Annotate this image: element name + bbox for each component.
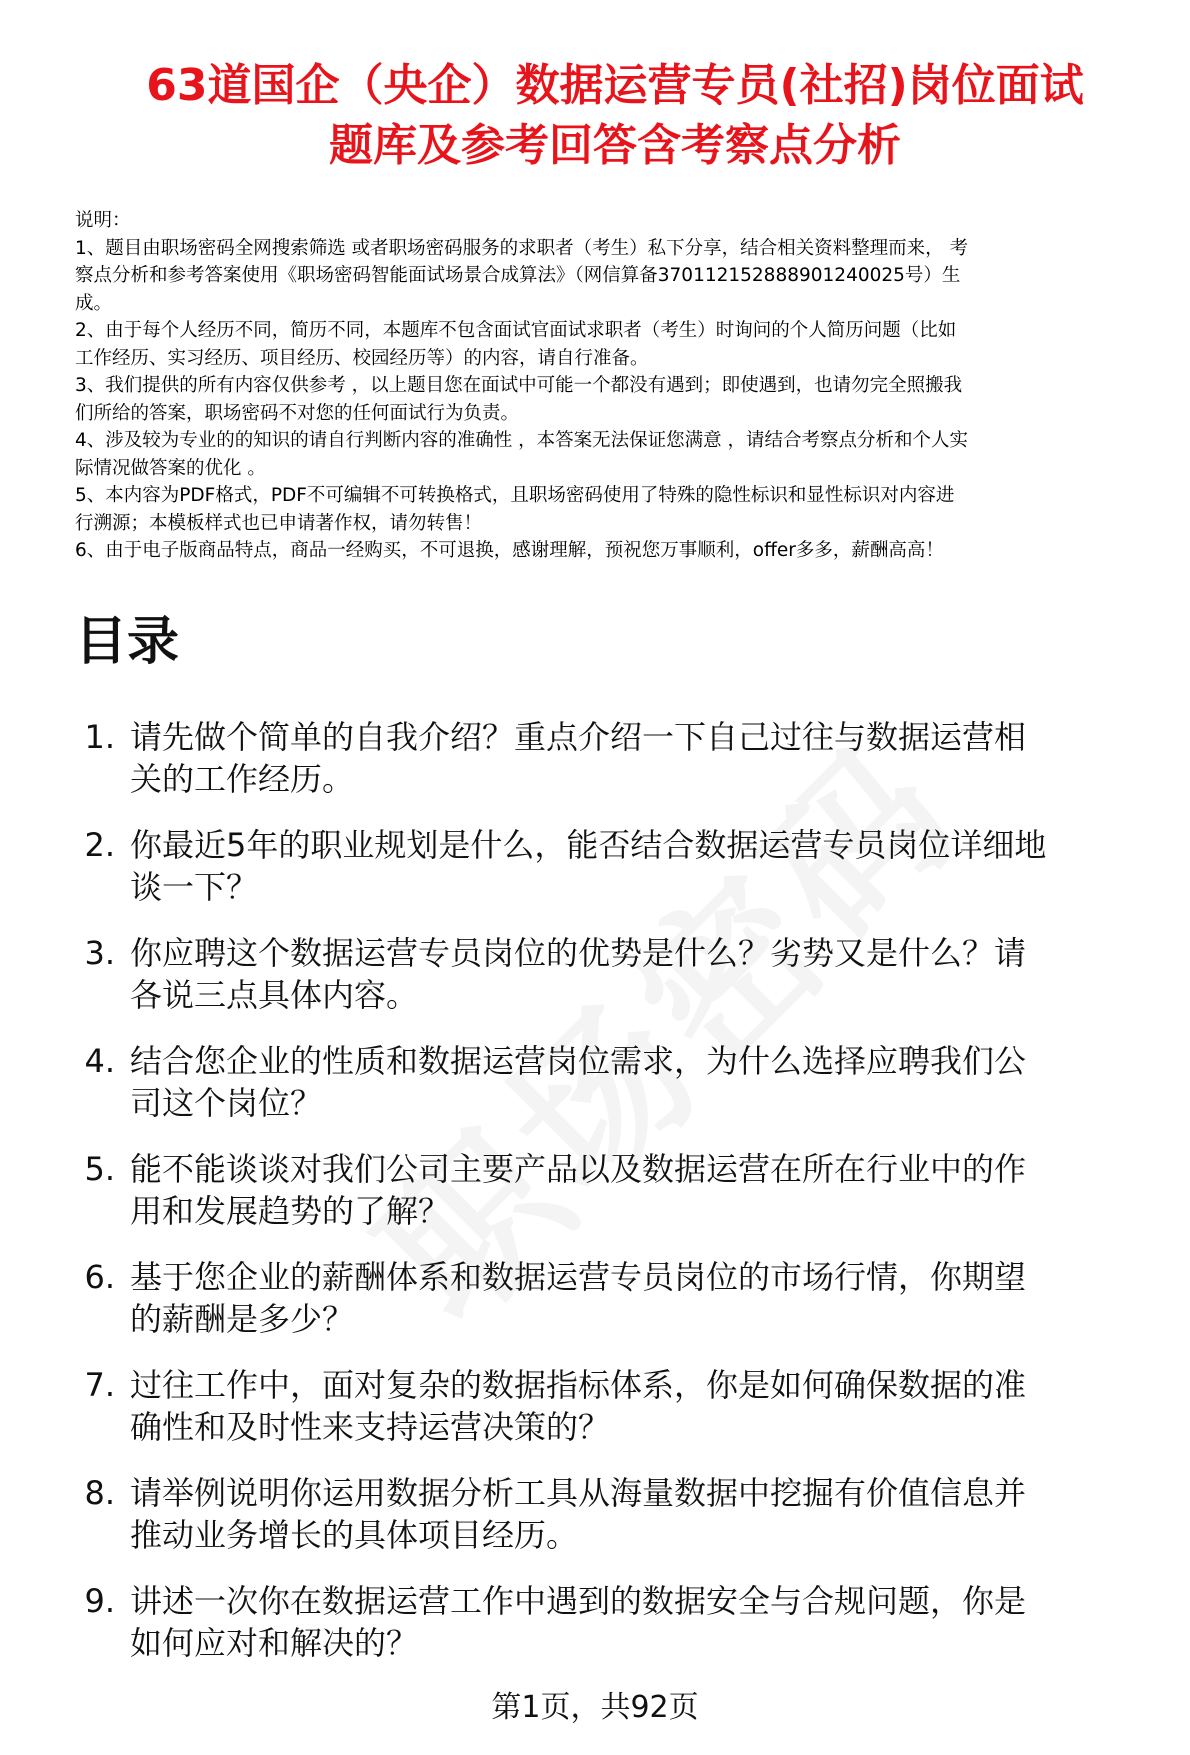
toc-item-line: 各说三点具体内容。 [130, 976, 419, 1014]
note-line: 成。 [75, 292, 113, 314]
toc-item[interactable] [75, 1472, 1170, 1556]
toc-item-number: 5. [84, 1150, 115, 1188]
note-line: 们所给的答案，职场密码不对您的任何面试行为负责。 [75, 402, 520, 424]
toc-item-line: 司这个岗位？ [130, 1084, 323, 1122]
toc-item-line: 请举例说明你运用数据分析工具从海量数据中挖掘有价值信息并 [130, 1474, 1027, 1512]
toc-item[interactable] [75, 1580, 1170, 1664]
note-line: 4、涉及较为专业的的知识的请自行判断内容的准确性 ，本答案无法保证您满意 ，请结合考察点分析和个人实 [75, 430, 969, 451]
title-line-2: 题库及参考回答含考察点分析 [329, 120, 901, 171]
toc-item-number: 9. [84, 1582, 115, 1620]
page-footer: 第1页，共92页 [491, 1690, 699, 1725]
toc-item-line: 能不能谈谈对我们公司主要产品以及数据运营在所在行业中的作 [130, 1150, 1027, 1188]
title-line-1: 63道国企（央企）数据运营专员(社招)岗位面试 [146, 60, 1084, 111]
toc-item-number: 8. [84, 1474, 115, 1512]
toc-item-number: 7. [84, 1366, 115, 1404]
toc-item-line: 的薪酬是多少？ [130, 1300, 355, 1338]
note-line: 察点分析和参考答案使用《职场密码智能面试场景合成算法》（网信算备370112152888901240025号）生 [75, 265, 961, 286]
toc-item-number: 1. [84, 718, 115, 756]
toc-heading: 目录 [75, 612, 180, 672]
toc-item-line: 关的工作经历。 [130, 760, 355, 798]
note-line: 行溯源；本模板样式也已申请著作权，请勿转售！ [75, 512, 483, 534]
toc-item-line: 过往工作中，面对复杂的数据指标体系，你是如何确保数据的准 [130, 1366, 1027, 1404]
toc-item-line: 基于您企业的薪酬体系和数据运营专员岗位的市场行情，你期望 [130, 1258, 1027, 1296]
toc-item-line: 讲述一次你在数据运营工作中遇到的数据安全与合规问题，你是 [130, 1582, 1027, 1620]
toc-item-line: 结合您企业的性质和数据运营岗位需求，为什么选择应聘我们公 [130, 1042, 1027, 1080]
note-line: 6、由于电子版商品特点，商品一经购买，不可退换，感谢理解，预祝您万事顺利，offer多多，薪酬高高！ [75, 540, 944, 561]
toc-item-line: 如何应对和解决的？ [130, 1624, 419, 1662]
toc-item[interactable] [75, 1148, 1170, 1232]
notes-section [75, 207, 1165, 565]
toc-item-line: 谈一下？ [130, 868, 259, 906]
note-line: 工作经历、实习经历、项目经历、校园经历等）的内容，请自行准备。 [75, 347, 649, 369]
toc-item[interactable] [75, 932, 1170, 1016]
toc-item-number: 6. [84, 1258, 115, 1296]
note-line: 5、本内容为PDF格式，PDF不可编辑不可转换格式，且职场密码使用了特殊的隐性标识和显性标识对内容进 [75, 485, 955, 506]
toc-item-line: 推动业务增长的具体项目经历。 [130, 1516, 579, 1554]
toc-item[interactable] [75, 716, 1170, 800]
toc-item-number: 3. [84, 934, 115, 972]
toc-item-number: 4. [84, 1042, 115, 1080]
notes-heading: 说明： [75, 210, 131, 231]
toc-item[interactable] [75, 824, 1170, 908]
toc-item-line: 用和发展趋势的了解？ [130, 1192, 451, 1230]
toc-item[interactable] [75, 1256, 1170, 1340]
note-line: 1、题目由职场密码全网搜索筛选 或者职场密码服务的求职者（考生）私下分享，结合相关资料整理而来， 考 [75, 237, 969, 259]
toc-item-line: 确性和及时性来支持运营决策的？ [130, 1408, 611, 1446]
toc-item-line: 你应聘这个数据运营专员岗位的优势是什么？劣势又是什么？请 [130, 934, 1027, 972]
note-line: 际情况做答案的优化 。 [75, 457, 266, 479]
note-line: 2、由于每个人经历不同，简历不同，本题库不包含面试官面试求职者（考生）时询问的个人简历问题（比如 [75, 320, 957, 341]
toc-item-line: 你最近5年的职业规划是什么，能否结合数据运营专员岗位详细地 [130, 826, 1047, 864]
document-title [60, 56, 1170, 176]
toc-item-number: 2. [84, 826, 115, 864]
table-of-contents [75, 716, 1170, 1688]
toc-item[interactable] [75, 1040, 1170, 1124]
toc-item[interactable] [75, 1364, 1170, 1448]
note-line: 3、我们提供的所有内容仅供参考 ，以上题目您在面试中可能一个都没有遇到；即使遇到，也请勿完全照搬我 [75, 375, 963, 396]
toc-item-line: 请先做个简单的自我介绍？重点介绍一下自己过往与数据运营相 [130, 718, 1027, 756]
